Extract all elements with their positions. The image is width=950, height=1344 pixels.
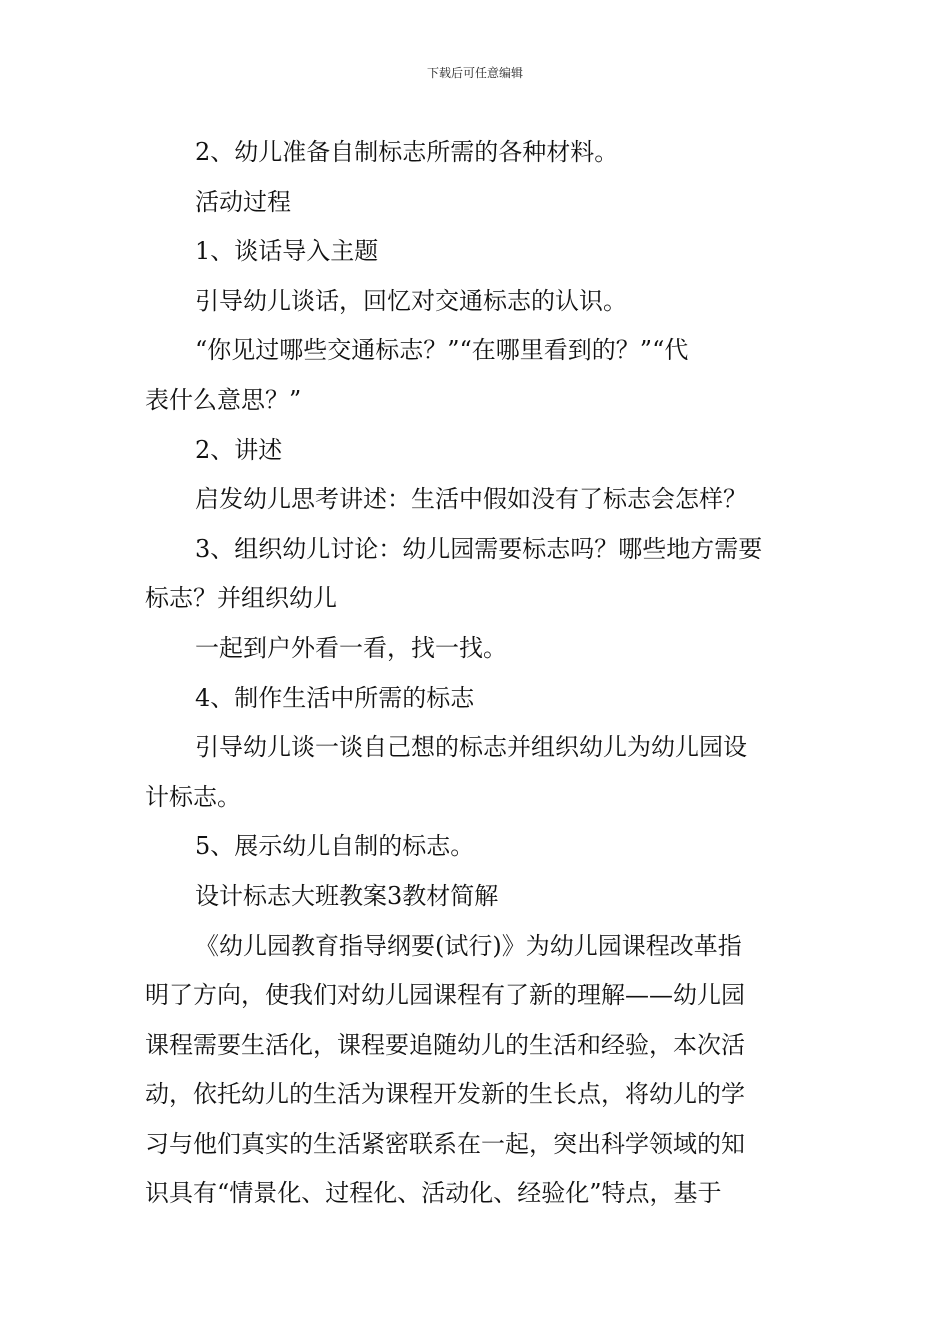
- page-header: 下载后可任意编辑: [426, 66, 523, 80]
- paragraph-line: 5、展示幼儿自制的标志。: [195, 832, 475, 861]
- paragraph-line: 习与他们真实的生活紧密联系在一起，突出科学领域的知: [145, 1129, 745, 1158]
- paragraph-line: 标志？并组织幼儿: [145, 584, 337, 613]
- section-heading: 设计标志大班教案3教材简解: [195, 881, 499, 910]
- paragraph-line: 2、讲述: [195, 435, 283, 464]
- paragraph-line: 一起到户外看一看，找一找。: [195, 633, 507, 662]
- paragraph-line: 启发幼儿思考讲述：生活中假如没有了标志会怎样？: [195, 485, 747, 514]
- document-body: [145, 128, 807, 1219]
- paragraph-line: 识具有“情景化、过程化、活动化、经验化”特点，基于: [145, 1179, 722, 1208]
- paragraph-line: 《幼儿园教育指导纲要(试行)》为幼儿园课程改革指: [195, 931, 742, 960]
- paragraph-line: 引导幼儿谈话，回忆对交通标志的认识。: [195, 286, 627, 315]
- paragraph-line: 引导幼儿谈一谈自己想的标志并组织幼儿为幼儿园设: [195, 733, 747, 762]
- paragraph-line: 3、组织幼儿讨论：幼儿园需要标志吗？哪些地方需要: [195, 534, 763, 563]
- paragraph-line: “你见过哪些交通标志？”“在哪里看到的？”“代: [195, 336, 689, 365]
- paragraph-line: 计标志。: [145, 782, 241, 811]
- paragraph-line: 明了方向，使我们对幼儿园课程有了新的理解——幼儿园: [145, 981, 745, 1010]
- paragraph-line: 1、谈话导入主题: [195, 237, 379, 266]
- paragraph-line: 2、幼儿准备自制标志所需的各种材料。: [195, 138, 619, 166]
- paragraph-line: 4、制作生活中所需的标志: [195, 683, 475, 712]
- section-heading: 活动过程: [195, 187, 291, 216]
- paragraph-line: 课程需要生活化，课程要追随幼儿的生活和经验，本次活: [145, 1030, 745, 1059]
- paragraph-line: 表什么意思？”: [145, 385, 302, 414]
- paragraph-line: 动，依托幼儿的生活为课程开发新的生长点，将幼儿的学: [145, 1080, 745, 1109]
